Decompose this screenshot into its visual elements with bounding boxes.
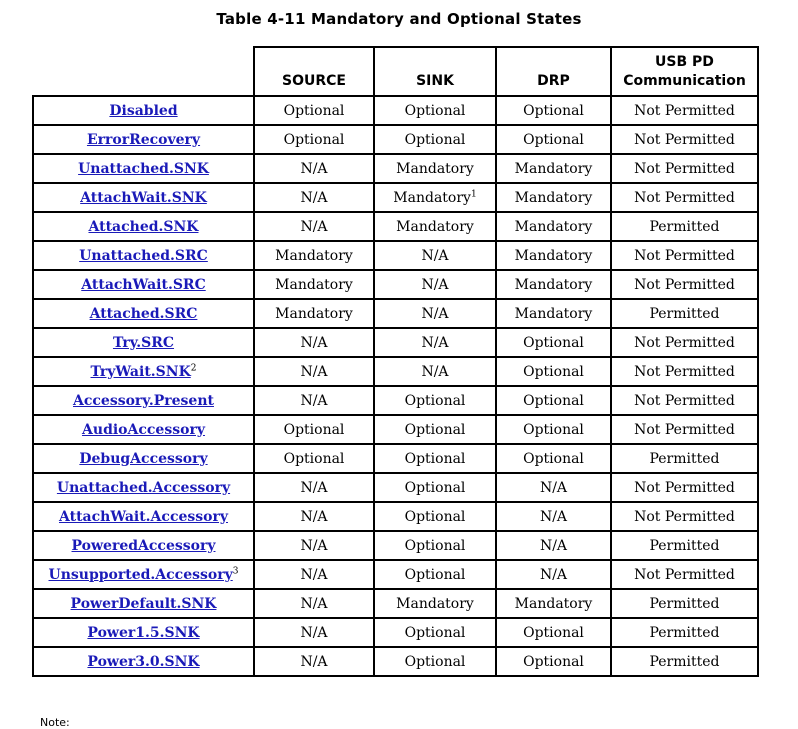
sink-cell-value: Optional [404, 392, 466, 409]
usb-pd-cell-value: Not Permitted [634, 334, 735, 351]
source-cell [254, 212, 374, 241]
sink-cell-value: Optional [404, 450, 466, 467]
sink-cell [374, 241, 496, 270]
table-row [33, 241, 758, 270]
usb-pd-cell-value: Not Permitted [634, 479, 735, 496]
state-cell [33, 444, 254, 473]
state-link[interactable]: Accessory.Present [73, 392, 214, 409]
state-link[interactable]: Unattached.Accessory [56, 479, 231, 496]
sink-cell [374, 96, 496, 125]
state-cell [33, 415, 254, 444]
source-cell [254, 473, 374, 502]
usb-pd-cell [611, 502, 758, 531]
table-row [33, 154, 758, 183]
sink-cell-value: N/A [421, 363, 449, 380]
table-row [33, 589, 758, 618]
usb-pd-cell-value: Not Permitted [634, 421, 735, 438]
sink-cell-value: Optional [404, 653, 466, 670]
note-label: Note: [40, 716, 70, 729]
states-table [32, 46, 759, 677]
drp-cell [496, 154, 611, 183]
sink-cell-value: N/A [421, 247, 449, 264]
usb-pd-cell [611, 618, 758, 647]
table-row [33, 502, 758, 531]
drp-cell-value: Mandatory [514, 305, 593, 322]
state-link[interactable]: AttachWait.SNK [80, 189, 207, 206]
drp-cell [496, 415, 611, 444]
table-row [33, 560, 758, 589]
source-cell [254, 560, 374, 589]
state-link[interactable]: Unattached.SNK [78, 160, 209, 177]
state-link[interactable]: Unsupported.Accessory [48, 566, 233, 583]
usb-pd-cell [611, 560, 758, 589]
drp-cell [496, 531, 611, 560]
sink-cell-value: Optional [404, 131, 466, 148]
source-cell-value: N/A [300, 334, 328, 351]
footnote-marker: 2 [190, 362, 197, 373]
drp-cell [496, 647, 611, 676]
sink-cell [374, 589, 496, 618]
state-link[interactable]: AttachWait.SRC [81, 276, 206, 293]
source-cell-value: N/A [300, 595, 328, 612]
state-cell [33, 299, 254, 328]
usb-pd-cell [611, 415, 758, 444]
sink-cell-value: Mandatory [396, 160, 474, 177]
table-row [33, 183, 758, 212]
usb-pd-cell-value: Not Permitted [634, 160, 735, 177]
drp-cell [496, 618, 611, 647]
state-link[interactable]: Attached.SNK [88, 218, 199, 235]
header-source: SOURCE [254, 47, 374, 96]
drp-cell [496, 357, 611, 386]
usb-pd-cell-value: Not Permitted [634, 276, 735, 293]
sink-cell [374, 386, 496, 415]
state-cell [33, 502, 254, 531]
drp-cell-value: Mandatory [514, 189, 593, 206]
sink-cell-value: Optional [404, 537, 466, 554]
drp-cell [496, 183, 611, 212]
state-cell [33, 154, 254, 183]
usb-pd-cell-value: Permitted [649, 595, 720, 612]
table-row [33, 357, 758, 386]
source-cell-value: N/A [300, 537, 328, 554]
drp-cell-value: Optional [523, 421, 584, 438]
sink-cell-value: Mandatory [393, 189, 471, 206]
usb-pd-cell [611, 386, 758, 415]
state-link[interactable]: Try.SRC [112, 334, 175, 351]
state-cell [33, 386, 254, 415]
usb-pd-cell [611, 125, 758, 154]
drp-cell [496, 212, 611, 241]
source-cell-value: N/A [300, 218, 328, 235]
sink-cell [374, 444, 496, 473]
state-cell [33, 473, 254, 502]
drp-cell-value: Optional [523, 653, 584, 670]
table-row [33, 444, 758, 473]
state-cell [33, 241, 254, 270]
drp-cell-value: Optional [523, 624, 584, 641]
drp-cell-value: Mandatory [514, 218, 593, 235]
state-link[interactable]: Power1.5.SNK [87, 624, 200, 641]
drp-cell-value: N/A [539, 566, 568, 583]
usb-pd-cell [611, 96, 758, 125]
source-cell-value: N/A [300, 624, 328, 641]
drp-cell-value: Optional [523, 102, 584, 119]
sink-cell-value: N/A [421, 305, 449, 322]
sink-cell [374, 647, 496, 676]
source-cell [254, 647, 374, 676]
source-cell-value: Optional [283, 450, 345, 467]
usb-pd-cell-value: Permitted [649, 305, 720, 322]
table-row [33, 531, 758, 560]
drp-cell-value: Optional [523, 131, 584, 148]
table-row [33, 415, 758, 444]
sink-cell [374, 125, 496, 154]
usb-pd-cell-value: Permitted [649, 624, 720, 641]
source-cell-value: N/A [300, 653, 328, 670]
sink-cell-value: N/A [421, 276, 449, 293]
header-drp: DRP [496, 47, 611, 96]
state-cell [33, 212, 254, 241]
usb-pd-cell-value: Permitted [649, 537, 720, 554]
sink-cell [374, 560, 496, 589]
footnote-marker: 1 [470, 188, 477, 199]
state-link[interactable]: Power3.0.SNK [87, 653, 200, 670]
usb-pd-cell-value: Not Permitted [634, 247, 735, 264]
state-cell [33, 618, 254, 647]
drp-cell-value: Mandatory [514, 160, 593, 177]
sink-cell-value: Mandatory [396, 595, 474, 612]
state-cell [33, 183, 254, 212]
state-link[interactable]: PowerDefault.SNK [70, 595, 217, 612]
usb-pd-cell [611, 531, 758, 560]
sink-cell [374, 415, 496, 444]
table-row [33, 618, 758, 647]
state-cell [33, 647, 254, 676]
source-cell-value: Optional [283, 131, 345, 148]
usb-pd-cell-value: Permitted [649, 450, 720, 467]
source-cell-value: N/A [300, 189, 328, 206]
source-cell-value: Mandatory [275, 247, 353, 264]
drp-cell-value: Optional [523, 363, 584, 380]
state-cell [33, 270, 254, 299]
sink-cell-value: Optional [404, 479, 466, 496]
source-cell-value: Mandatory [275, 305, 353, 322]
drp-cell [496, 473, 611, 502]
drp-cell-value: Optional [523, 450, 584, 467]
table-caption: Table 4-11 Mandatory and Optional States [216, 10, 582, 28]
header-usb-pd: USB PD Communication [611, 47, 758, 96]
source-cell [254, 154, 374, 183]
drp-cell [496, 560, 611, 589]
table-row [33, 299, 758, 328]
source-cell [254, 328, 374, 357]
drp-cell-value: Mandatory [514, 276, 593, 293]
state-cell [33, 125, 254, 154]
source-cell [254, 444, 374, 473]
source-cell-value: N/A [300, 392, 328, 409]
usb-pd-cell-value: Permitted [649, 218, 720, 235]
state-link[interactable]: Disabled [109, 102, 178, 119]
state-link[interactable]: ErrorRecovery [86, 131, 201, 148]
drp-cell [496, 502, 611, 531]
sink-cell-value: Optional [404, 508, 466, 525]
source-cell [254, 502, 374, 531]
source-cell [254, 299, 374, 328]
usb-pd-cell-value: Not Permitted [634, 363, 735, 380]
drp-cell-value: N/A [539, 508, 568, 525]
drp-cell [496, 299, 611, 328]
sink-cell [374, 473, 496, 502]
drp-cell [496, 96, 611, 125]
usb-pd-cell-value: Not Permitted [634, 392, 735, 409]
source-cell-value: Optional [283, 421, 345, 438]
sink-cell [374, 502, 496, 531]
sink-cell-value: N/A [421, 334, 449, 351]
sink-cell [374, 531, 496, 560]
state-link[interactable]: AudioAccessory [82, 421, 205, 438]
sink-cell [374, 618, 496, 647]
drp-cell [496, 589, 611, 618]
usb-pd-cell-value: Not Permitted [634, 508, 735, 525]
source-cell-value: N/A [300, 479, 328, 496]
usb-pd-cell [611, 241, 758, 270]
state-cell [33, 96, 254, 125]
drp-cell [496, 270, 611, 299]
header-sink: SINK [374, 47, 496, 96]
usb-pd-cell [611, 647, 758, 676]
source-cell-value: N/A [300, 363, 328, 380]
usb-pd-cell-value: Permitted [649, 653, 720, 670]
source-cell [254, 270, 374, 299]
state-cell [33, 328, 254, 357]
source-cell-value: N/A [300, 508, 328, 525]
source-cell-value: Mandatory [275, 276, 353, 293]
state-link[interactable]: AttachWait.Accessory [59, 508, 228, 525]
usb-pd-cell-value: Not Permitted [634, 566, 735, 583]
state-link[interactable]: Attached.SRC [89, 305, 198, 322]
source-cell-value: N/A [300, 566, 328, 583]
drp-cell [496, 328, 611, 357]
source-cell [254, 415, 374, 444]
usb-pd-cell-value: Not Permitted [634, 189, 735, 206]
state-cell [33, 560, 254, 589]
drp-cell-value: Mandatory [514, 595, 593, 612]
source-cell-value: N/A [300, 160, 328, 177]
drp-cell [496, 125, 611, 154]
drp-cell [496, 241, 611, 270]
usb-pd-cell [611, 444, 758, 473]
sink-cell [374, 357, 496, 386]
source-cell [254, 241, 374, 270]
sink-cell [374, 154, 496, 183]
state-cell [33, 357, 254, 386]
usb-pd-cell [611, 183, 758, 212]
source-cell [254, 618, 374, 647]
sink-cell-value: Optional [404, 421, 466, 438]
usb-pd-cell [611, 270, 758, 299]
drp-cell-value: Optional [523, 334, 584, 351]
state-link[interactable]: DebugAccessory [79, 450, 208, 467]
table-row [33, 647, 758, 676]
sink-cell-value: Optional [404, 102, 466, 119]
table-row [33, 270, 758, 299]
drp-cell-value: N/A [539, 479, 568, 496]
usb-pd-cell [611, 357, 758, 386]
usb-pd-cell-value: Not Permitted [634, 131, 735, 148]
source-cell [254, 96, 374, 125]
usb-pd-cell [611, 299, 758, 328]
table-row [33, 212, 758, 241]
state-link[interactable]: TryWait.SNK [90, 363, 191, 380]
usb-pd-cell [611, 473, 758, 502]
sink-cell [374, 270, 496, 299]
sink-cell-value: Optional [404, 566, 466, 583]
table-row [33, 96, 758, 125]
usb-pd-cell [611, 328, 758, 357]
sink-cell-value: Mandatory [396, 218, 474, 235]
usb-pd-cell-value: Not Permitted [634, 102, 735, 119]
source-cell [254, 183, 374, 212]
source-cell [254, 386, 374, 415]
state-link[interactable]: PoweredAccessory [71, 537, 216, 554]
sink-cell [374, 299, 496, 328]
sink-cell [374, 183, 496, 212]
footnote-marker: 3 [232, 565, 239, 576]
usb-pd-cell [611, 154, 758, 183]
state-link[interactable]: Unattached.SRC [79, 247, 208, 264]
header-row [33, 47, 758, 96]
usb-pd-cell [611, 589, 758, 618]
table-row [33, 386, 758, 415]
table-row [33, 328, 758, 357]
usb-pd-cell [611, 212, 758, 241]
table-body [33, 96, 758, 676]
source-cell [254, 531, 374, 560]
sink-cell-value: Optional [404, 624, 466, 641]
drp-cell [496, 386, 611, 415]
header-blank-cell [33, 47, 254, 96]
source-cell [254, 357, 374, 386]
drp-cell-value: Mandatory [514, 247, 593, 264]
source-cell [254, 125, 374, 154]
sink-cell [374, 212, 496, 241]
sink-cell [374, 328, 496, 357]
state-cell [33, 589, 254, 618]
table-row [33, 473, 758, 502]
drp-cell-value: Optional [523, 392, 584, 409]
state-cell [33, 531, 254, 560]
drp-cell-value: N/A [539, 537, 568, 554]
source-cell-value: Optional [283, 102, 345, 119]
drp-cell [496, 444, 611, 473]
table-row [33, 125, 758, 154]
source-cell [254, 589, 374, 618]
